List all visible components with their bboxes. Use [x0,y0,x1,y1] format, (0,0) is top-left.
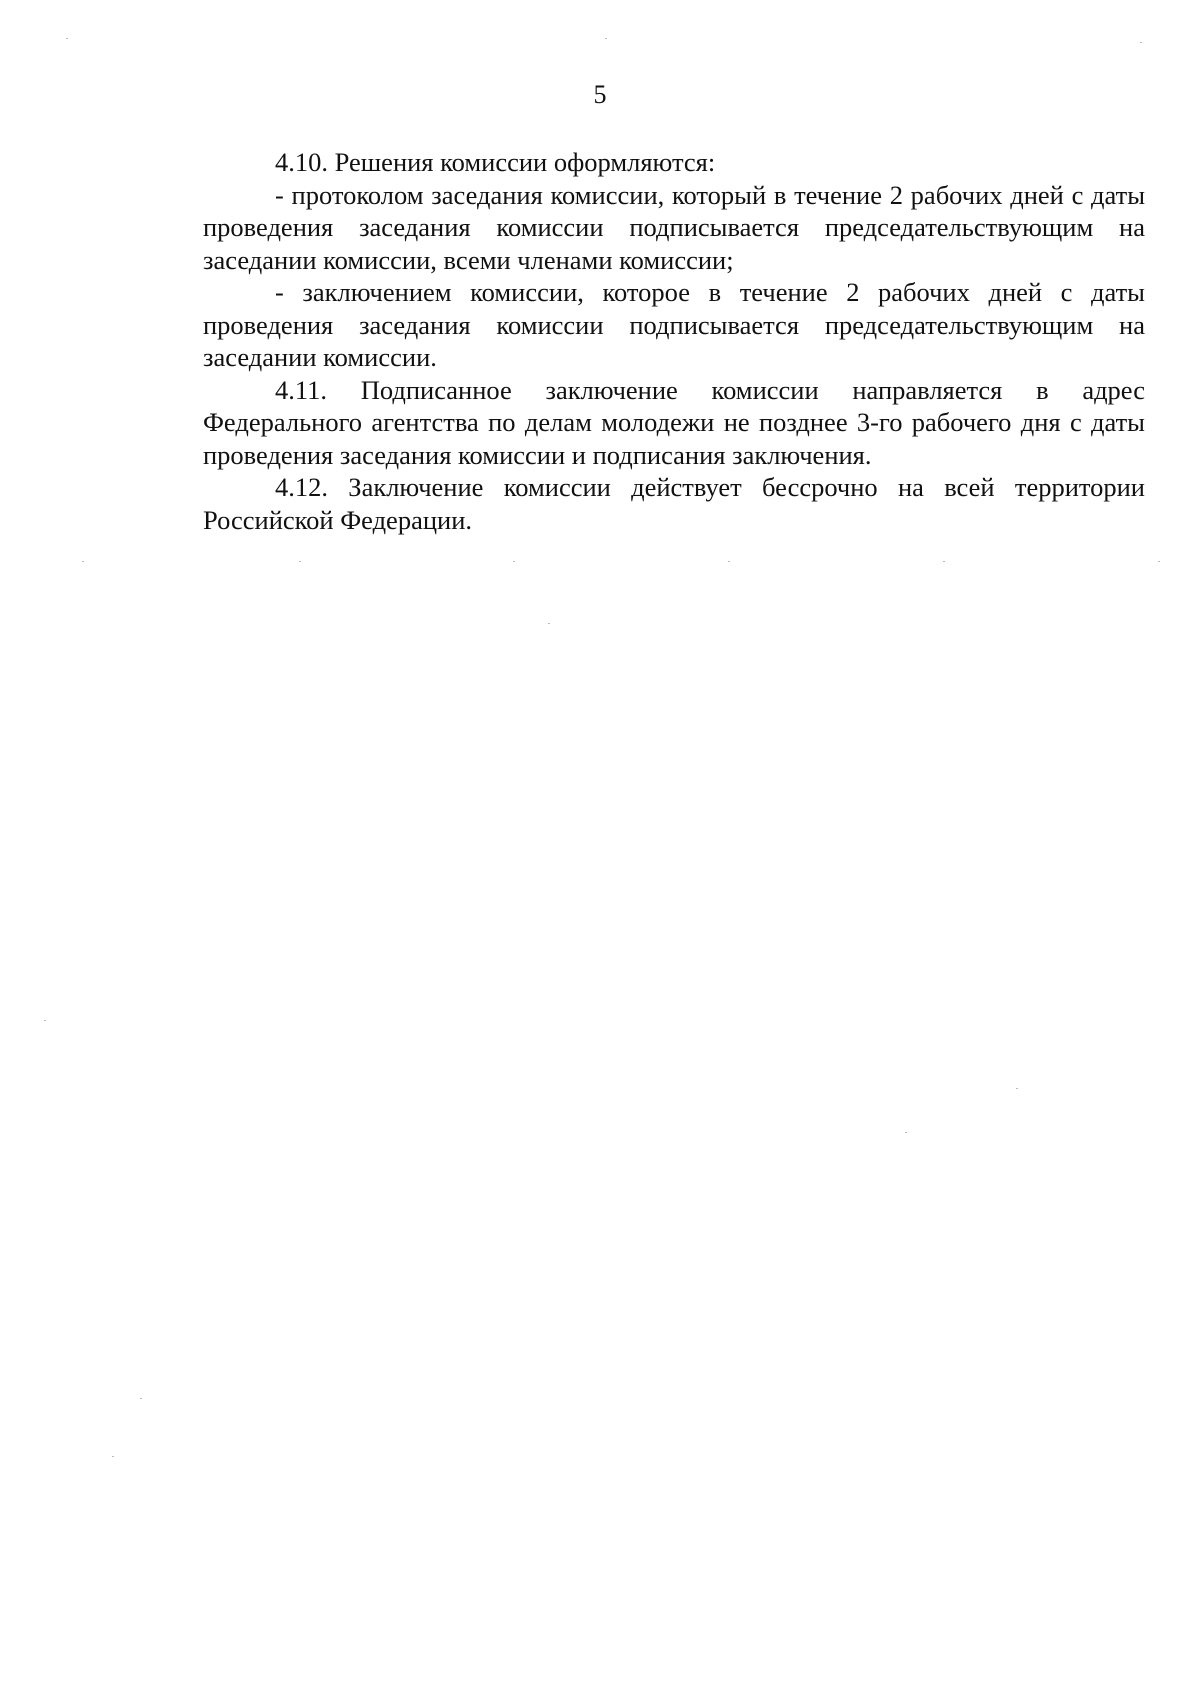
scan-speck [66,38,68,39]
scan-speck [728,561,730,562]
paragraph-4-10-item-protocol: - протоколом заседания комиссии, который в течение 2 рабочих дней с даты проведения заседания комиссии подписывается председательствующим на заседании комиссии, всеми членами комиссии; [203,179,1145,275]
scan-speck [513,561,515,562]
paragraph-4-11: 4.11. Подписанное заключение комиссии направляется в адрес Федерального агентства по делам молодежи не позднее 3-го рабочего дня с даты проведения заседания комиссии и подписания заключения. [203,374,1145,470]
scan-speck [112,1456,114,1457]
scan-speck [605,38,607,39]
page-number-text: 5 [593,80,607,109]
scan-speck [299,561,301,562]
document-body [203,146,1145,536]
scan-speck [905,1132,907,1133]
scan-speck [1140,42,1142,43]
scan-speck [548,623,550,624]
scan-speck [140,1398,142,1399]
page-number [0,80,1200,110]
scan-speck [44,1020,46,1021]
scan-speck [1158,561,1160,562]
paragraph-4-10-item-conclusion: - заключением комиссии, которое в течение 2 рабочих дней с даты проведения заседания комиссии подписывается председательствующим на заседании комиссии. [203,277,1145,372]
scan-speck [82,561,84,562]
scan-speck [943,561,945,562]
paragraph-4-10: 4.10. Решения комиссии оформляются: [275,147,716,177]
scan-speck [1016,1088,1018,1089]
paragraph-4-12: 4.12. Заключение комиссии действует бессрочно на всей территории Российской Федерации. [203,472,1145,535]
